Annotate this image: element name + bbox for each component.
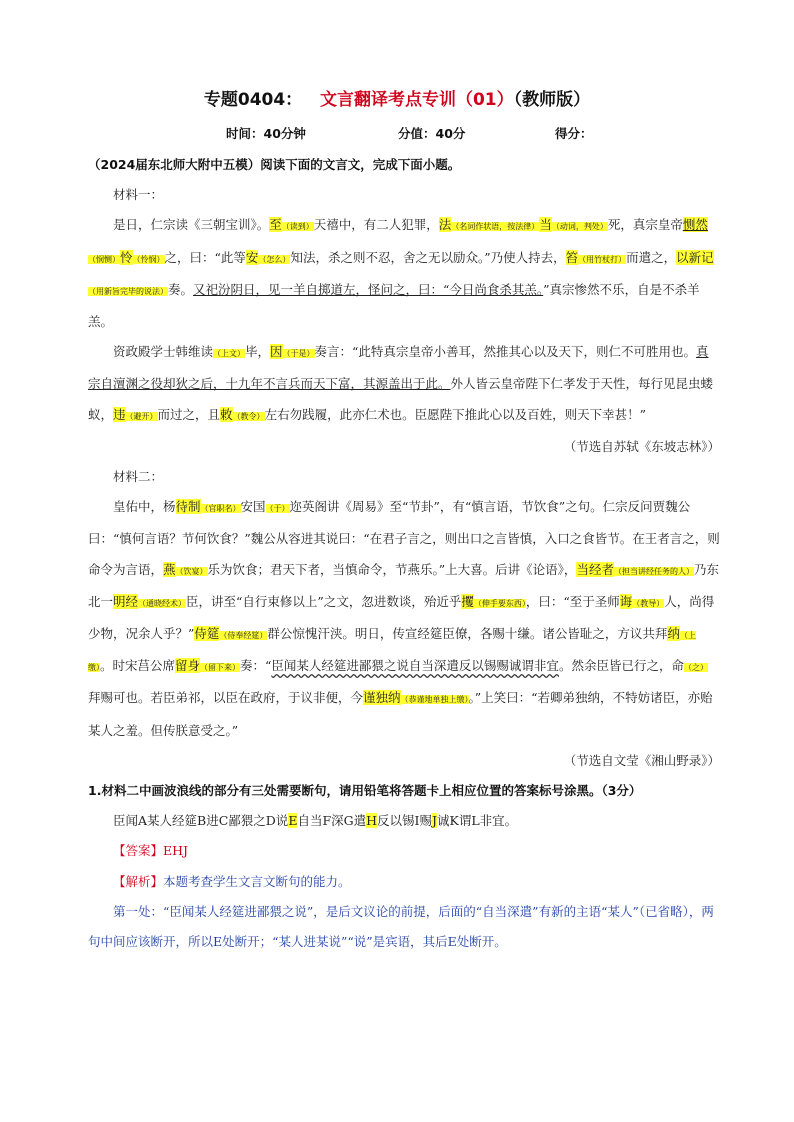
text-run: 。”上笑曰：“若卿弟独纳，不特妨诸臣，亦贻某人之羞。但传朕意受之。” bbox=[88, 690, 713, 738]
gloss: （教令） bbox=[232, 411, 265, 421]
page-title bbox=[0, 85, 794, 110]
text-run: 。然余臣皆已行之，命 bbox=[558, 658, 684, 674]
gloss: （怎么） bbox=[258, 254, 291, 264]
option-text: 反以锡I赐 bbox=[377, 813, 432, 829]
text-run: ，曰：“至于圣师 bbox=[525, 593, 620, 609]
material-2-paragraph bbox=[88, 492, 720, 746]
gloss: （上文） bbox=[213, 349, 246, 359]
text-run: 知法，杀之则不忍，舍之无以励众。”乃使人持去， bbox=[290, 249, 566, 265]
gloss: （侍奉经筵） bbox=[219, 631, 268, 641]
option-text: 臣闻A某人经筵B进C鄙猥之D说 bbox=[113, 813, 289, 829]
highlight: 留身 bbox=[175, 658, 201, 674]
text-run: 外人皆云皇帝陛下仁孝发于天性，每行见昆虫蝼蚁， bbox=[88, 376, 714, 422]
text-run: 安国 bbox=[240, 499, 266, 515]
gloss: （伸手要东西） bbox=[473, 598, 526, 608]
gloss: （上缴） bbox=[88, 631, 696, 673]
highlight: 违 bbox=[113, 406, 126, 422]
analysis-label: 【解析】 bbox=[113, 873, 164, 889]
text-run: 左右勿践履，此亦仁术也。臣愿陛下推此心以及百姓，则天下幸甚！” bbox=[264, 406, 646, 422]
title-prefix: 专题0404： bbox=[203, 90, 303, 110]
material-1-source: （节选自苏轼《东坡志林》） bbox=[563, 438, 720, 454]
text-run: 乐为饮食；君天下者，当慎命令，节燕乐。”上大喜。后讲《论语》， bbox=[207, 561, 577, 577]
title-suffix: （教师版） bbox=[513, 90, 591, 110]
highlight: 敕 bbox=[220, 406, 233, 422]
answer-label: 【答案】 bbox=[113, 843, 164, 859]
text-run: 人，尚得少物，况余人乎？” bbox=[88, 593, 715, 642]
highlight: 待制 bbox=[175, 499, 201, 515]
answer-line bbox=[88, 836, 720, 866]
gloss: （于） bbox=[265, 504, 290, 514]
gloss: （名词作状语，按法律） bbox=[451, 222, 540, 232]
got-label: 得分： bbox=[555, 126, 593, 141]
gloss: （恭谨地单独上缴） bbox=[400, 695, 469, 705]
highlight: 当经者 bbox=[576, 561, 614, 577]
material-1-label: 材料一： bbox=[113, 187, 164, 203]
gloss: （留下来） bbox=[200, 663, 241, 673]
time-label: 时间：40分钟 bbox=[226, 126, 306, 141]
highlight: 明经 bbox=[113, 593, 139, 609]
text-run: 臣，讲至“自行束修以上”之文，忽进数谈，殆近乎 bbox=[186, 593, 462, 609]
highlight: 燕 bbox=[163, 561, 176, 577]
text-run: 乃东北一 bbox=[88, 561, 719, 609]
option-marked: E bbox=[288, 813, 298, 829]
text-run: 之，曰：“此等 bbox=[164, 249, 246, 265]
text-run: 群公惊愧汗浃。明日，传宣经筵臣僚，各赐十缣。诸公皆耻之，方议共拜 bbox=[267, 626, 668, 642]
highlight: 攫 bbox=[461, 593, 474, 609]
highlight: 纳 bbox=[667, 626, 680, 642]
highlight: 侍筵 bbox=[194, 626, 220, 642]
analysis-text: 本题考查学生文言文断句的能力。 bbox=[163, 873, 351, 889]
text-run: 奏。 bbox=[168, 281, 194, 297]
gloss: （动词，判处） bbox=[551, 222, 608, 232]
highlight: 安 bbox=[245, 249, 259, 265]
gloss: （教导） bbox=[632, 598, 665, 608]
text-run: 是日，仁宗读《三朝宝训》。 bbox=[113, 217, 270, 233]
option-text: 诚K谓L非宜。 bbox=[436, 813, 518, 829]
highlight: 以新记 bbox=[676, 249, 714, 265]
gloss: （饮宴） bbox=[175, 566, 208, 576]
text-run: 奏：“ bbox=[240, 658, 272, 674]
text-run: 魏公从容进其说曰：“在君子言之，则出口之言皆慎，入口之食皆节。在王者言之，则命令为言语， bbox=[88, 531, 720, 577]
wavy-underlined-text: 臣闻某人经筵进鄙猥之说自当深遣反以锡赐诚谓非宜 bbox=[271, 658, 559, 674]
highlight: 怜 bbox=[120, 249, 133, 265]
option-text: 自当F深G遣 bbox=[297, 813, 367, 829]
text-run: ”真宗惨然不乐，自是不杀羊羔。 bbox=[88, 281, 700, 330]
highlight: 恻然 bbox=[682, 217, 708, 233]
highlight: 至 bbox=[269, 217, 282, 233]
question-1: 1.材料二中画波浪线的部分有三处需要断句，请用铅笔将答题卡上相应位置的答案标号涂黑。（3分） bbox=[88, 783, 642, 799]
material-1-paragraph-2 bbox=[88, 337, 720, 432]
material-1-paragraph-1 bbox=[88, 210, 720, 337]
analysis-detail: 第一处：“臣闻某人经筵进鄙猥之说”，是后文议论的前提，后面的“自当深遣”有新的主语“某人”（已省略），两句中间应该断开，所以E处断开；“某人进某说”“说”是宾语，其后E处断开。 bbox=[88, 903, 714, 950]
material-2-label: 材料二： bbox=[113, 469, 164, 485]
text-run: 皇佑中，杨 bbox=[113, 499, 176, 515]
underlined-text: 真宗自澶渊之役却狄之后，十九年不言兵而天下富，其源盖出于此。 bbox=[88, 344, 709, 392]
text-run: 资政殿学士韩维读 bbox=[113, 344, 214, 360]
analysis-line bbox=[88, 867, 720, 897]
intro-text: （2024届东北师大附中五模）阅读下面的文言文，完成下面小题。 bbox=[88, 157, 461, 172]
gloss: （用新旨完毕的说法） bbox=[88, 286, 168, 296]
gloss: （于是） bbox=[282, 349, 315, 359]
gloss: （担当讲经任务的人） bbox=[613, 566, 694, 576]
gloss: （之） bbox=[683, 663, 708, 673]
underlined-text: 又祀汾阴日，见一羊自掷道左，怪问之，曰：“今日尚食杀其羔。 bbox=[193, 281, 544, 297]
gloss: （避开） bbox=[125, 411, 158, 421]
text-run: 死，真宗皇帝 bbox=[607, 217, 683, 233]
material-2-source: （节选自文莹《湘山野录》） bbox=[563, 752, 720, 768]
highlight: 因 bbox=[270, 344, 283, 360]
text-run: 天禧中，有二人犯罪， bbox=[313, 217, 439, 233]
answer-value: EHJ bbox=[163, 843, 189, 859]
highlight: 笞 bbox=[565, 249, 579, 265]
gloss: （用竹杖打） bbox=[578, 254, 627, 264]
gloss: （怜悯） bbox=[132, 254, 165, 264]
text-run: 奏言：“此特真宗皇帝小善耳，然推其心以及天下，则仁不可胜用也。 bbox=[314, 344, 696, 360]
gloss: （通晓经术） bbox=[138, 598, 187, 608]
option-marked: H bbox=[366, 813, 378, 829]
question-1-options bbox=[88, 806, 720, 836]
text-run: 毕， bbox=[245, 344, 271, 360]
title-main: 文言翻译考点专训（01） bbox=[319, 90, 514, 110]
score-label: 分值：40分 bbox=[398, 126, 466, 141]
highlight: 诲 bbox=[619, 593, 633, 609]
text-run: 而遣之， bbox=[626, 249, 677, 265]
gloss: （官职名） bbox=[200, 504, 241, 514]
highlight: 当 bbox=[539, 217, 552, 233]
highlight: 法 bbox=[438, 217, 452, 233]
gloss: （悯恻） bbox=[88, 254, 120, 264]
highlight: 谨独纳 bbox=[363, 690, 401, 706]
text-run: 迩英阁讲《周易》至“节卦”，有“慎言语，节饮食”之句。仁宗反问贾魏公曰：“慎何言语？节何饮食？” bbox=[88, 499, 691, 547]
document-body bbox=[88, 150, 720, 957]
option-marked: J bbox=[431, 813, 437, 829]
text-run: 拜赐可也。若臣弟祁，以臣在政府，于议非便，今 bbox=[88, 690, 364, 706]
text-run: 而过之，且 bbox=[157, 406, 221, 422]
gloss: （读到） bbox=[281, 222, 314, 232]
text-run: 。时宋莒公席 bbox=[100, 658, 176, 674]
